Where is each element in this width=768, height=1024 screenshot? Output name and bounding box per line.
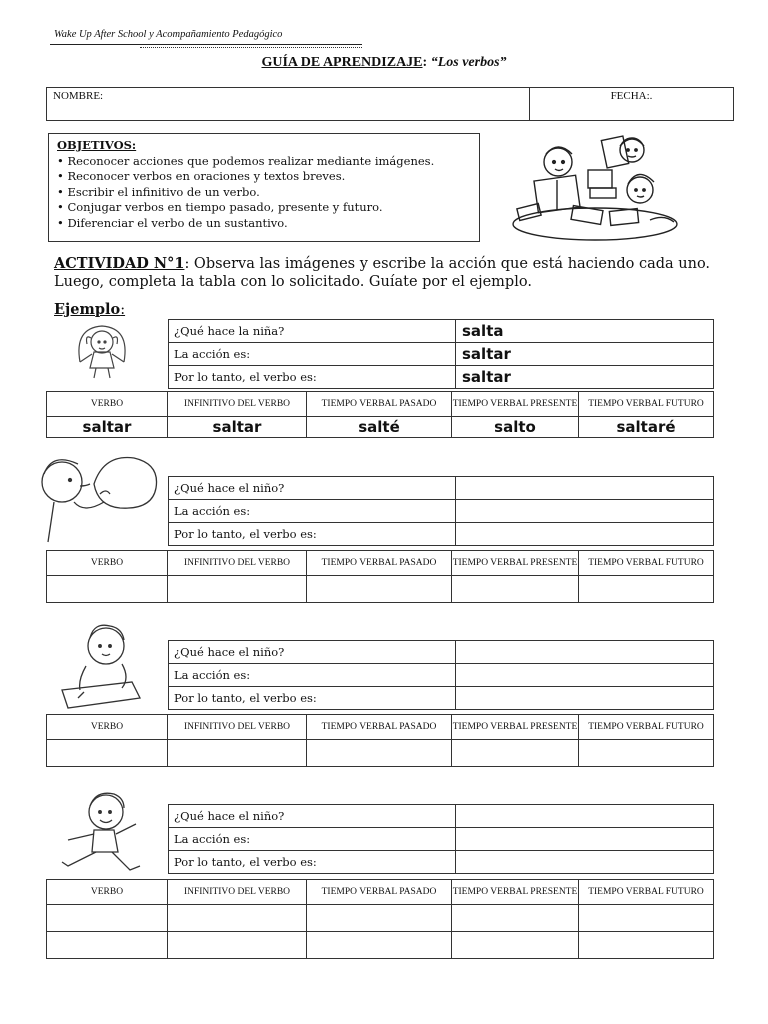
exercise-3-verb-table <box>46 879 714 959</box>
answer-cell[interactable] <box>452 576 579 603</box>
objective-item: • Reconocer acciones que podemos realizar mediante imágenes. <box>57 153 435 168</box>
example-question-1: ¿Qué hace la niña? <box>174 324 285 338</box>
title-colon: : <box>422 55 428 70</box>
verb-col-header: VERBO <box>47 715 168 740</box>
answer-cell[interactable] <box>47 932 168 959</box>
answer-cell[interactable] <box>168 932 307 959</box>
present-col-header: TIEMPO VERBAL PRESENTE <box>452 551 579 576</box>
example-question-table <box>168 319 714 389</box>
exercise-3-answer-3[interactable] <box>456 851 714 874</box>
example-infinitive-cell[interactable]: saltar <box>168 417 307 438</box>
answer-cell[interactable] <box>307 740 452 767</box>
answer-cell[interactable] <box>307 905 452 932</box>
example-present-cell[interactable]: salto <box>452 417 579 438</box>
boy-running-illustration <box>50 790 150 882</box>
example-question-2: La acción es: <box>174 347 251 361</box>
future-col-header: TIEMPO VERBAL FUTURO <box>579 715 714 740</box>
example-label: Ejemplo <box>54 301 121 318</box>
boy-blowing-balloon-illustration <box>34 452 162 548</box>
future-col-header: TIEMPO VERBAL FUTURO <box>579 880 714 905</box>
objective-item: • Reconocer verbos en oraciones y textos breves. <box>57 169 346 183</box>
exercise-3-answer-1[interactable] <box>456 805 714 828</box>
future-col-header: TIEMPO VERBAL FUTURO <box>579 551 714 576</box>
answer-cell[interactable] <box>47 905 168 932</box>
date-label: FECHA:. <box>610 90 653 102</box>
answer-cell[interactable] <box>452 932 579 959</box>
date-field[interactable] <box>530 88 734 121</box>
example-heading <box>54 301 125 318</box>
exercise-2-answer-2[interactable] <box>456 664 714 687</box>
objective-item: • Escribir el infinitivo de un verbo. <box>57 184 260 199</box>
past-col-header: TIEMPO VERBAL PASADO <box>307 392 452 417</box>
exercise-1-question-1: ¿Qué hace el niño? <box>174 481 285 495</box>
answer-cell[interactable] <box>579 932 714 959</box>
past-col-header: TIEMPO VERBAL PASADO <box>307 551 452 576</box>
exercise-1-question-3: Por lo tanto, el verbo es: <box>174 527 317 541</box>
exercise-2-answer-3[interactable] <box>456 687 714 710</box>
answer-cell[interactable] <box>579 905 714 932</box>
example-answer-2[interactable]: saltar <box>456 343 714 366</box>
exercise-1-verb-table <box>46 550 714 603</box>
example-answer-3[interactable]: saltar <box>456 366 714 389</box>
infinitive-col-header: INFINITIVO DEL VERBO <box>168 880 307 905</box>
exercise-2-question-table <box>168 640 714 710</box>
answer-cell[interactable] <box>168 740 307 767</box>
exercise-2-question-2: La acción es: <box>174 668 251 682</box>
exercise-3-question-3: Por lo tanto, el verbo es: <box>174 855 317 869</box>
children-reading-illustration <box>510 124 680 244</box>
student-info-table <box>46 87 734 121</box>
exercise-3-question-2: La acción es: <box>174 832 251 846</box>
infinitive-col-header: INFINITIVO DEL VERBO <box>168 551 307 576</box>
exercise-2-verb-table <box>46 714 714 767</box>
exercise-2-answer-1[interactable] <box>456 641 714 664</box>
verb-col-header: VERBO <box>47 392 168 417</box>
activity-label: ACTIVIDAD N°1 <box>54 255 185 272</box>
title-topic: “Los verbos” <box>430 55 507 70</box>
title-prefix: GUÍA DE APRENDIZAJE <box>261 55 423 70</box>
boy-writing-illustration <box>56 620 146 712</box>
example-verb-cell[interactable]: saltar <box>47 417 168 438</box>
page-title <box>0 55 768 71</box>
future-col-header: TIEMPO VERBAL FUTURO <box>579 392 714 417</box>
name-label: NOMBRE: <box>53 90 104 102</box>
example-colon: : <box>120 302 126 318</box>
exercise-1-question-table <box>168 476 714 546</box>
past-col-header: TIEMPO VERBAL PASADO <box>307 715 452 740</box>
answer-cell[interactable] <box>307 576 452 603</box>
activity-text: : Observa las imágenes y escribe la acción que está haciendo cada uno. Luego, completa la tabla con lo solicitado. Guíate por el ejemplo. <box>54 256 711 290</box>
example-answer-1[interactable]: salta <box>456 320 714 343</box>
girl-jumping-rope-illustration <box>72 322 132 384</box>
objectives-heading: OBJETIVOS: <box>57 138 137 152</box>
name-field[interactable] <box>47 88 530 121</box>
exercise-1-question-2: La acción es: <box>174 504 251 518</box>
school-name: Wake Up After School y Acompañamiento Pedagógico <box>54 29 283 40</box>
present-col-header: TIEMPO VERBAL PRESENTE <box>452 880 579 905</box>
infinitive-col-header: INFINITIVO DEL VERBO <box>168 715 307 740</box>
present-col-header: TIEMPO VERBAL PRESENTE <box>452 392 579 417</box>
header-rule <box>50 44 362 45</box>
example-verb-table <box>46 391 714 438</box>
answer-cell[interactable] <box>579 576 714 603</box>
example-future-cell[interactable]: saltaré <box>579 417 714 438</box>
header-dotted-rule <box>140 47 362 48</box>
example-past-cell[interactable]: salté <box>307 417 452 438</box>
answer-cell[interactable] <box>47 576 168 603</box>
answer-cell[interactable] <box>168 905 307 932</box>
present-col-header: TIEMPO VERBAL PRESENTE <box>452 715 579 740</box>
answer-cell[interactable] <box>452 905 579 932</box>
exercise-1-answer-3[interactable] <box>456 523 714 546</box>
verb-col-header: VERBO <box>47 880 168 905</box>
answer-cell[interactable] <box>307 932 452 959</box>
objective-item: • Conjugar verbos en tiempo pasado, presente y futuro. <box>57 200 383 214</box>
exercise-2-question-1: ¿Qué hace el niño? <box>174 645 285 659</box>
activity-instructions <box>54 255 734 291</box>
answer-cell[interactable] <box>168 576 307 603</box>
objective-item: • Diferenciar el verbo de un sustantivo. <box>57 215 288 230</box>
answer-cell[interactable] <box>579 740 714 767</box>
exercise-1-answer-1[interactable] <box>456 477 714 500</box>
exercise-2-question-3: Por lo tanto, el verbo es: <box>174 691 317 705</box>
exercise-3-question-1: ¿Qué hace el niño? <box>174 809 285 823</box>
exercise-3-question-table <box>168 804 714 874</box>
answer-cell[interactable] <box>47 740 168 767</box>
objectives-box <box>48 133 480 242</box>
infinitive-col-header: INFINITIVO DEL VERBO <box>168 392 307 417</box>
exercise-1-answer-2[interactable] <box>456 500 714 523</box>
answer-cell[interactable] <box>452 740 579 767</box>
past-col-header: TIEMPO VERBAL PASADO <box>307 880 452 905</box>
verb-col-header: VERBO <box>47 551 168 576</box>
exercise-3-answer-2[interactable] <box>456 828 714 851</box>
example-question-3: Por lo tanto, el verbo es: <box>174 370 317 384</box>
